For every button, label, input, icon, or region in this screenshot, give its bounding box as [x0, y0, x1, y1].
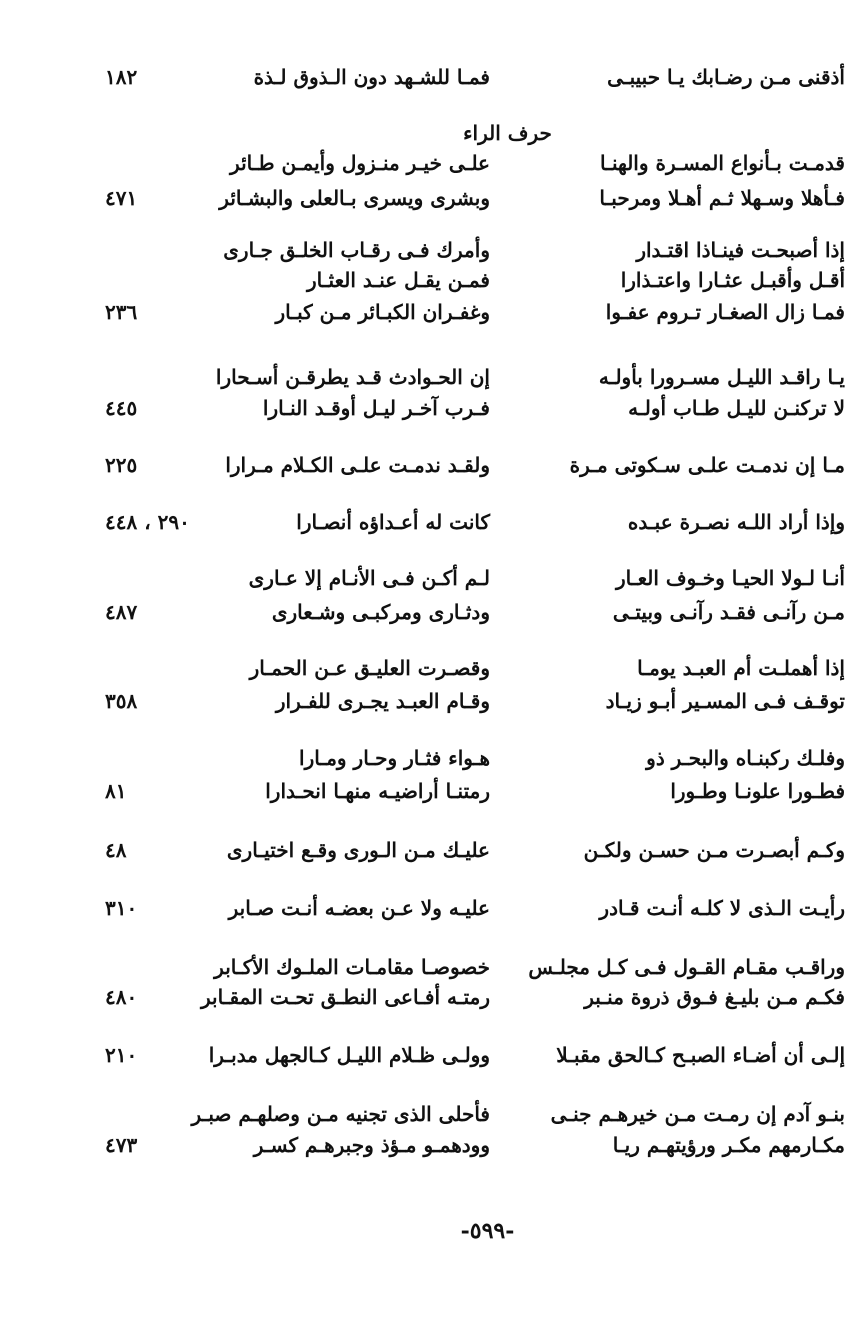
verse-second-hemistich: عليـك مـن الـورى وقـع اختيـارى — [226, 838, 490, 862]
verse-reference-number: ٢٢٥ — [105, 453, 138, 477]
verse-line — [0, 148, 855, 178]
verse-second-hemistich: ولقـد ندمـت علـى الكـلام مـرارا — [225, 453, 490, 477]
verse-line — [0, 362, 855, 392]
verse-reference-number: ٨١ — [105, 779, 127, 803]
verse-first-hemistich: أذقنى مـن رضـابك يـا حبيبـى — [607, 65, 845, 89]
verse-first-hemistich: يـا راقـد الليـل مسـرورا بأولـه — [598, 365, 845, 389]
verse-reference-number: ٤٨٠ — [105, 985, 138, 1009]
verse-reference-number: ٤٨٧ — [105, 600, 138, 624]
verse-second-hemistich: ودثـارى ومركبـى وشـعارى — [271, 600, 490, 624]
page-number — [0, 1218, 855, 1244]
verse-second-hemistich: فـرب آخـر ليـل أوقـد النـارا — [262, 396, 490, 420]
verse-reference-number: ٤٤٥ — [105, 396, 138, 420]
verse-first-hemistich: وفلـك ركبنـاه والبحـر ذو — [646, 746, 845, 770]
verse-reference-number: ١٨٢ — [105, 65, 138, 89]
verse-first-hemistich: مـا إن ندمـت علـى سـكوتى مـرة — [569, 453, 845, 477]
verse-reference-number: ٤٧١ — [105, 186, 138, 210]
verse-line — [0, 450, 855, 480]
verse-line — [0, 183, 855, 213]
verse-line — [0, 1099, 855, 1129]
verse-second-hemistich: علـى خيـر منـزول وأيمـن طـائر — [230, 151, 490, 175]
verse-line — [0, 653, 855, 683]
verse-line — [0, 743, 855, 773]
verse-line — [0, 952, 855, 982]
verse-first-hemistich: أنـا لـولا الحيـا وخـوف العـار — [615, 566, 845, 590]
verse-line — [0, 1130, 855, 1160]
verse-second-hemistich: فأحلى الذى تجنيه مـن وصلهـم صبـر — [191, 1102, 490, 1126]
verse-first-hemistich: توقـف فـى المسـير أبـو زيـاد — [605, 689, 845, 713]
verse-reference-number: ٢٩٠ ، ٤٤٨ — [105, 510, 190, 534]
verse-first-hemistich: فمـا زال الصغـار تـروم عفـوا — [605, 300, 845, 324]
verse-line-first — [0, 62, 855, 92]
verse-first-hemistich: فكـم مـن بليـغ فـوق ذروة منـبر — [584, 985, 845, 1009]
verse-first-hemistich: مـن رآنـى فقـد رآنـى وبيتـى — [612, 600, 845, 624]
verse-line — [0, 563, 855, 593]
page-number-text: -٥٩٩- — [460, 1218, 515, 1244]
verse-first-hemistich: رأيـت الـذى لا كلـه أنـت قـادر — [599, 896, 845, 920]
verse-second-hemistich: كانت له أعـداؤه أنصـارا — [296, 510, 490, 534]
verse-reference-number: ٣٥٨ — [105, 689, 138, 713]
verse-reference-number: ٣١٠ — [105, 896, 138, 920]
verse-reference-number: ٤٧٣ — [105, 1133, 138, 1157]
verse-second-hemistich: وأمرك فـى رقـاب الخلـق جـارى — [223, 238, 490, 262]
verse-first-hemistich: بنـو آدم إن رمـت مـن خيرهـم جنـى — [550, 1102, 845, 1126]
verse-second-hemistich: فمـا للشـهد دون الـذوق لـذة — [253, 65, 490, 89]
verse-line — [0, 982, 855, 1012]
verse-line — [0, 1040, 855, 1070]
verse-first-hemistich: وراقـب مقـام القـول فـى كـل مجلـس — [528, 955, 845, 979]
verse-second-hemistich: لـم أكـن فـى الأنـام إلا عـارى — [248, 566, 490, 590]
verse-reference-number: ٢٣٦ — [105, 300, 138, 324]
verse-line — [0, 835, 855, 865]
verse-second-hemistich: عليـه ولا عـن بعضـه أنـت صـابر — [228, 896, 490, 920]
verse-reference-number: ٢١٠ — [105, 1043, 138, 1067]
verse-first-hemistich: إذا أهملـت أم العبـد يومـا — [637, 656, 845, 680]
verse-second-hemistich: خصوصـا مقامـات الملـوك الأكـابر — [214, 955, 490, 979]
verse-second-hemistich: إن الحـوادث قـد يطرقـن أسـحارا — [215, 365, 490, 389]
verse-first-hemistich: أقـل وأقبـل عثـارا واعتـذارا — [620, 268, 845, 292]
verse-first-hemistich: فـأهلا وسـهلا ثـم أهـلا ومرحبـا — [599, 186, 845, 210]
verse-line — [0, 893, 855, 923]
verse-second-hemistich: وغفـران الكبـائر مـن كبـار — [275, 300, 490, 324]
verse-line — [0, 265, 855, 295]
verse-first-hemistich: لا تركنـن لليـل طـاب أولـه — [628, 396, 845, 420]
section-title — [0, 118, 855, 148]
verse-first-hemistich: وإذا أراد اللـه نصـرة عبـده — [627, 510, 845, 534]
verse-first-hemistich: وكـم أبصـرت مـن حسـن ولكـن — [583, 838, 845, 862]
verse-first-hemistich: فطـورا علونـا وطـورا — [670, 779, 845, 803]
verse-line — [0, 393, 855, 423]
verse-line — [0, 235, 855, 265]
verse-second-hemistich: هـواء فثـار وحـار ومـارا — [299, 746, 490, 770]
verse-line — [0, 507, 855, 537]
verse-second-hemistich: فمـن يقـل عنـد العثـار — [306, 268, 490, 292]
verse-first-hemistich: مكـارمهم مكـر ورؤيتهـم ريـا — [612, 1133, 845, 1157]
verse-second-hemistich: وودهمـو مـؤذ وجبرهـم كسـر — [253, 1133, 490, 1157]
verse-second-hemistich: رمتـه أفـاعى النطـق تحـت المقـابر — [200, 985, 490, 1009]
verse-line — [0, 776, 855, 806]
verse-line — [0, 686, 855, 716]
verse-second-hemistich: رمتنـا أراضيـه منهـا انحـدارا — [265, 779, 490, 803]
verse-second-hemistich: وولـى ظـلام الليـل كـالجهل مدبـرا — [208, 1043, 490, 1067]
verse-second-hemistich: وقصـرت العليـق عـن الحمـار — [249, 656, 490, 680]
verse-first-hemistich: إذا أصبحـت فينـاذا اقتـدار — [636, 238, 845, 262]
verse-reference-number: ٤٨ — [105, 838, 127, 862]
verse-first-hemistich: إلـى أن أضـاء الصبـح كـالحق مقبـلا — [556, 1043, 845, 1067]
verse-line — [0, 297, 855, 327]
verse-first-hemistich: قدمـت بـأنواع المسـرة والهنـا — [599, 151, 845, 175]
verse-second-hemistich: وقـام العبـد يجـرى للفـرار — [275, 689, 490, 713]
verse-line — [0, 597, 855, 627]
section-title-text: حرف الراء — [463, 121, 552, 145]
verse-second-hemistich: وبشرى ويسرى بـالعلى والبشـائر — [219, 186, 490, 210]
